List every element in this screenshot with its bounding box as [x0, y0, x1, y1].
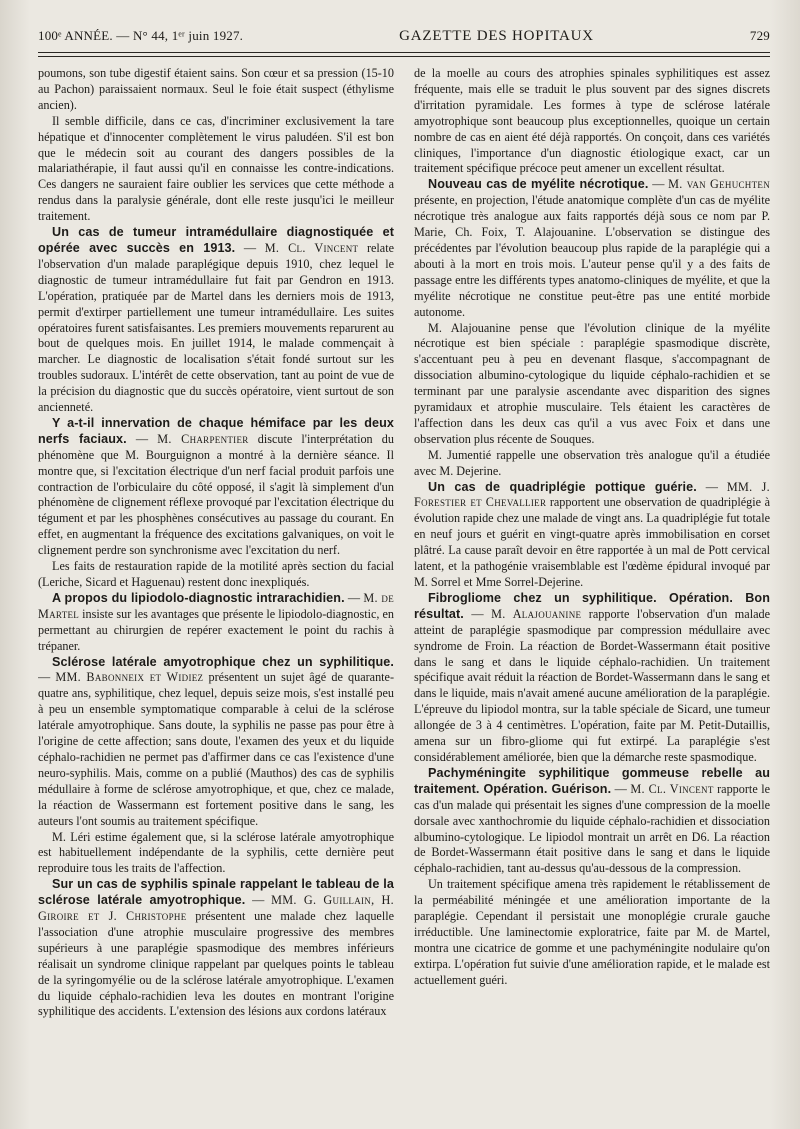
section-body: relate l'observation d'un malade paraplégique depuis 1910, chez lequel le diagnostic de tumeur intramédullaire fut fait par Gendron en 1913. L'opération, pratiquée par de Martel dans les derniers mois de 1913, permit d'extirper partiellement une tumeur intramédullaire. Les suites opératoires furent satisfaisantes. Les premiers mouvements reparurent au bout de quelques mois. En juillet 1914, le malade commençait à marcher. Le diagnostic de localisation s'était fondé surtout sur les troubles sudoraux. L'intérêt de cette observation, tant au point de vue de la précision du diagnostic que du succès opératoire, vient surtout de son ancienneté. [38, 240, 394, 415]
section-heading: Un cas de quadriplégie pottique guérie. [428, 479, 697, 494]
author-names: MM. J. Forestier et Chevallier [414, 479, 770, 510]
body-paragraph: Un traitement spécifique amena très rapidement le rétablissement de la perméabilité méningée et une amélioration importante de la paraplégie. Cependant il persistait une monoplégie crurale gauche irréductible. Une laminectomie exploratrice, faite par M. de Martel, montra une cicatrice de gomme et une pachyméningite nodulaire qu'on extirpa. L'opération fut suivie d'une amélioration rapide, et le malade est actuellement guéri. [414, 877, 770, 987]
page-header [38, 28, 770, 45]
section-heading: Sclérose latérale amyotrophique chez un syphilitique. [52, 654, 394, 669]
page-number: 729 [749, 28, 770, 43]
communication-paragraph: Y a-t-il innervation de chaque hémiface par les deux nerfs faciaux. — M. Charpentier discute l'interprétation du phénomène que M. Bourguignon a montré à la dernière séance. Il montre que, si l'excitation électrique d'un nerf facial produit parfois une contraction de l'orbiculaire du côté opposé, il s'agit là simplement d'un phénomène de clignement réflexe provoqué par l'excitation électrique du tégument et par les phosphènes consécutives au passage du courant. En effet, en augmentant la fréquence des excitations galvaniques, on voit le clignement perdre son synchronisme avec l'excitation du nerf. [38, 415, 394, 558]
section-body: insiste sur les avantages que présente le lipiodolo-diagnostic, en permettant au chirurgien de repérer exactement le point du rachis à trépaner. [38, 606, 394, 653]
communication-paragraph: A propos du lipiodolo-diagnostic intrarachidien. — M. de Martel insiste sur les avantages que présente le lipiodolo-diagnostic, en permettant au chirurgien de repérer exactement le point du rachis à trépaner. [38, 590, 394, 653]
author-names: M. van Gehuchten [668, 177, 770, 192]
communication-paragraph: Pachyméningite syphilitique gommeuse rebelle au traitement. Opération. Guérison. — M. Cl. Vincent rapporte le cas d'un malade qui présentait les signes d'une compression de la moelle dorsale avec xanthochromie du liquide céphalo-rachidien et dissociation albumino-cytologique. Le lipiodol montrait un arrêt en D6. La réaction de Bordet-Wassermann était positive dans le sang et dans le liquide céphalo-rachidien, tant au-dessus qu'au-dessous de la compression. [414, 765, 770, 876]
communication-paragraph: Sur un cas de syphilis spinale rappelant le tableau de la sclérose latérale amyotrophique. — MM. G. Guillain, H. Giroire et J. Christophe présentent une malade chez laquelle l'association d'une atrophie musculaire progressive des membres supérieurs à une paraplégie spasmodique des membres inférieurs réalisait un syndrome clinique rappelant par quelques points le tableau de la syringomyélie ou de la sclérose latérale amyotrophique. L'examen du liquide céphalo-rachidien leva les doutes en montrant l'origine syphilitique des accidents. L'extension des lésions aux cordons latéraux [38, 877, 394, 1019]
right-column [414, 66, 770, 1020]
text-columns [38, 66, 770, 1020]
header-rule [38, 52, 770, 53]
communication-paragraph: Sclérose latérale amyotrophique chez un syphilitique. — MM. Babonneix et Widiez présentent un sujet âgé de quarante-quatre ans, syphilitique, chez lequel, depuis seize mois, s'est installé peu à peu un ensemble symptomatique comparable à celui de la sclérose latérale amyotrophique. Sans doute, la syphilis ne passe pas pour être à l'origine de cette affection; sans doute, l'examen des yeux et du liquide céphalo-rachidien ne permet pas d'affirmer dans ce cas l'existence d'une neuro-syphilis. Mais, comme on a publié (Mauthos) des cas de syphilis médullaire à forme de sclérose amyotrophique, et que, chez ce malade, la réaction de Wassermann est fortement positive dans le sang, les auteurs l'ont soumis au traitement spécifique. [38, 654, 394, 828]
section-heading: Y a-t-il innervation de chaque hémiface par les deux nerfs faciaux. [38, 415, 394, 446]
header-rule-thin [38, 56, 770, 57]
body-paragraph: Les faits de restauration rapide de la motilité après section du facial (Leriche, Sicard et Haguenau) restent donc inexpliqués. [38, 559, 394, 589]
section-heading: Nouveau cas de myélite nécrotique. [428, 177, 649, 192]
author-names: M. de Martel [38, 590, 394, 621]
author-names: M. Alajouanine [491, 606, 582, 621]
author-names: MM. G. Guillain, H. Giroire et J. Christophe [38, 893, 394, 924]
section-heading: A propos du lipiodolo-diagnostic intrarachidien. [52, 590, 345, 605]
communication-paragraph: Un cas de quadriplégie pottique guérie. — MM. J. Forestier et Chevallier rapportent une observation de quadriplégie à évolution rapide chez une malade de vingt ans. La quadriplégie fut totale en neuf jours et guérit en vingt-quatre après immobilisation en corset plâtré. La cause paraît devoir en être rapportée à un mal de Pott cervical latent, et la pathogénie vraisemblable est l'œdème épidural invoqué par M. Sorrel et Mme Sorrel-Dejerine. [414, 479, 770, 589]
body-paragraph: M. Léri estime également que, si la sclérose latérale amyotrophique est habituellement indépendante de la syphilis, cette dernière peut reproduire tous les traits de l'affection. [38, 829, 394, 876]
section-body: rapportent une observation de quadriplégie à évolution rapide chez une malade de vingt ans. La quadriplégie fut totale en neuf jours et guérit en vingt-quatre après immobilisation en corset plâtré. La cause paraît devoir en être rapportée à un mal de Pott cervical latent, et la pathogénie vraisemblable est l'œdème épidural invoqué par M. Sorrel et Mme Sorrel-Dejerine. [414, 495, 770, 589]
body-paragraph: poumons, son tube digestif étaient sains. Son cœur et sa pression (15-10 au Pachon) paraissaient normaux. Seul le foie était suspect (éthylisme ancien). [38, 66, 394, 112]
section-body: présente, en projection, l'étude anatomique complète d'un cas de myélite nécrotique très analogue aux faits rapportés déjà sous ce nom par P. Marie, Ch. Foix, T. Alajouanine. L'observation se distingue des précédentes par l'évolution beaucoup plus rapide de la paraplégie qui a abouti à la mort en trois mois. L'auteur pense qu'il y a des faits de passage entre les différents types anatomo-cliniques de myélite, et que la myélite nécrotique ne constitue peut-être pas une entité morbide autonome. [414, 193, 770, 319]
communication-paragraph: Fibrogliome chez un syphilitique. Opération. Bon résultat. — M. Alajouanine rapporte l'observation d'un malade atteint de paraplégie spasmodique par compression médullaire avec syndrome de Froin. La réaction de Bordet-Wassermann était positive dans le sang et dans le liquide céphalo-rachidien. Un traitement spécifique avait réduit la réaction de Bordet-Wassermann dans le sang et dans le liquide, mais n'avait amené aucune amélioration de la paraplégie. L'épreuve du lipiodol montra, sur la table spéciale de Sicard, une tumeur allongée de 3 à 4 centimètres. L'opération, faite par M. Petit-Dutaillis, amena sur un fibro-gliome qui fut extirpé. La paraplégie s'est considérablement améliorée, bien que la démarche reste spasmodique. [414, 590, 770, 764]
communication-paragraph: Nouveau cas de myélite nécrotique. — M. van Gehuchten présente, en projection, l'étude anatomique complète d'un cas de myélite nécrotique très analogue aux faits rapportés déjà sous ce nom par P. Marie, Ch. Foix, T. Alajouanine. L'observation se distingue des précédentes par l'évolution beaucoup plus rapide de la paraplégie qui a abouti à la mort en trois mois. L'auteur pense qu'il y a des faits de passage entre les différents types anatomo-cliniques de myélite, et que la myélite nécrotique ne constitue peut-être pas une entité morbide autonome. [414, 177, 770, 319]
body-paragraph: M. Alajouanine pense que l'évolution clinique de la myélite nécrotique est bien spéciale : paraplégie spasmodique discrète, s'accentuant peu à peu en devenant flasque, s'accompagnant de dissociation albumino-cytologique du liquide céphalo-rachidien et se terminant par une paralysie ascendante avec disparition des signes pyramidaux et atrophie musculaire. Tels étaient les caractères de l'affection dans les deux cas qu'il a vus avec Foix et dans une observation plus récente de Souques. [414, 320, 770, 446]
issue-line: 100ᵉ ANNÉE. — N° 44, 1ᵉʳ juin 1927. [38, 28, 244, 43]
section-body: rapporte l'observation d'un malade atteint de paraplégie spasmodique par compression médullaire avec syndrome de Froin. La réaction de Bordet-Wassermann était positive dans le sang et dans le liquide céphalo-rachidien. Un traitement spécifique avait réduit la réaction de Bordet-Wassermann dans le sang et dans le liquide, mais n'avait amené aucune amélioration de la paraplégie. L'épreuve du lipiodol montra, sur la table spéciale de Sicard, une tumeur allongée de 3 à 4 centimètres. L'opération, faite par M. Petit-Dutaillis, amena sur un fibro-gliome qui fut extirpé. La paraplégie s'est considérablement améliorée, bien que la démarche reste spasmodique. [414, 606, 770, 764]
communication-paragraph: Un cas de tumeur intramédullaire diagnostiquée et opérée avec succès en 1913. — M. Cl. Vincent relate l'observation d'un malade paraplégique depuis 1910, chez lequel le diagnostic de tumeur intramédullaire fut fait par Gendron en 1913. L'opération, pratiquée par de Martel dans les derniers mois de 1913, permit d'extirper partiellement une tumeur intramédullaire. Les suites opératoires furent satisfaisantes. Les premiers mouvements reparurent au bout de quelques mois. En juillet 1914, le malade commençait à marcher. Le diagnostic de localisation s'était fondé surtout sur les troubles sudoraux. L'intérêt de cette observation, tant au point de vue de la précision du diagnostic que du succès opératoire, vient surtout de son ancienneté. [38, 225, 394, 415]
body-paragraph: Il semble difficile, dans ce cas, d'incriminer exclusivement la tare hépatique et d'innocenter complètement le virus paludéen. S'il est bon que le médecin soit au courant des dangers possibles de la malariathérapie, il faut aussi qu'il en connaisse les contre-indications. Ces dangers ne sauraient faire oublier les services que cette méthode a rendus dans la paralysie générale, dont elle reste jusqu'ici le meilleur traitement. [38, 113, 394, 224]
section-heading: Un cas de tumeur intramédullaire diagnostiquée et opérée avec succès en 1913. [38, 225, 394, 255]
author-names: M. Cl. Vincent [630, 781, 714, 796]
section-body: présentent une malade chez laquelle l'association d'une atrophie musculaire progressive des membres supérieurs à une paraplégie spasmodique des membres inférieurs réalisait un syndrome clinique rappelant par quelques points le tableau de la syringomyélie ou de la sclérose latérale amyotrophique. L'examen du liquide céphalo-rachidien leva les doutes en montrant l'origine syphilitique des accidents. L'extension des lésions aux cordons latéraux [38, 909, 394, 1019]
body-paragraph: M. Jumentié rappelle une observation très analogue qu'il a étudiée avec M. Dejerine. [414, 447, 770, 478]
body-paragraph: de la moelle au cours des atrophies spinales syphilitiques est assez fréquente, mais elle se traduit le plus souvent par des signes discrets d'irritation pyramidale. Les formes à type de sclérose latérale amyotrophique sont beaucoup plus exceptionnelles, quoique un certain nombre de cas en aient été déjà rapportés. On conçoit, dans ces variétés cliniques, l'importance d'un diagnostic étiologique exact, car un traitement spécifique précoce peut amener un excellent résultat. [414, 66, 770, 176]
left-column [38, 66, 394, 1020]
section-heading: Pachyméningite syphilitique gommeuse rebelle au traitement. Opération. Guérison. [414, 765, 770, 796]
section-body: discute l'interprétation du phénomène que M. Bourguignon a montré à la dernière séance. Il montre que, si l'excitation électrique d'un nerf facial produit parfois une contraction de l'orbiculaire du côté opposé, il s'agit là simplement d'un phénomène de clignement réflexe provoqué par l'excitation électrique du tégument et par les phosphènes consécutives au passage du courant. En effet, en augmentant la fréquence des excitations galvaniques, on voit le clignement perdre son synchronisme avec l'excitation du nerf. [38, 431, 394, 558]
author-names: M. Charpentier [157, 431, 249, 446]
author-names: M. Cl. Vincent [264, 240, 359, 255]
author-names: MM. Babonneix et Widiez [55, 670, 204, 685]
section-heading: Sur un cas de syphilis spinale rappelant le tableau de la sclérose latérale amyotrophique. [38, 877, 394, 908]
section-body: rapporte le cas d'un malade qui présentait les signes d'une compression de la moelle dorsale avec xanthochromie du liquide céphalo-rachidien et dissociation albumino-cytologique. Le lipiodol montrait un arrêt en D6. La réaction de Bordet-Wassermann était positive dans le sang et dans le liquide céphalo-rachidien, tant au-dessus qu'au-dessous de la compression. [414, 781, 770, 876]
section-body: présentent un sujet âgé de quarante-quatre ans, syphilitique, chez lequel, depuis seize mois, s'est installé peu à peu un ensemble symptomatique comparable à celui de la sclérose latérale amyotrophique. Sans doute, la syphilis ne passe pas pour être à l'origine de cette affection; sans doute, l'examen des yeux et du liquide céphalo-rachidien ne permet pas d'affirmer dans ce cas l'existence d'une neuro-syphilis. Mais, comme on a publié (Mauthos) des cas de syphilis médullaire à forme de sclérose amyotrophique, et que, chez ce malade, la réaction de Wassermann est fortement positive dans le sang, les auteurs l'ont soumis au traitement spécifique. [38, 670, 394, 828]
section-heading: Fibrogliome chez un syphilitique. Opération. Bon résultat. [414, 590, 770, 621]
journal-title: GAZETTE DES HOPITAUX [399, 28, 594, 44]
